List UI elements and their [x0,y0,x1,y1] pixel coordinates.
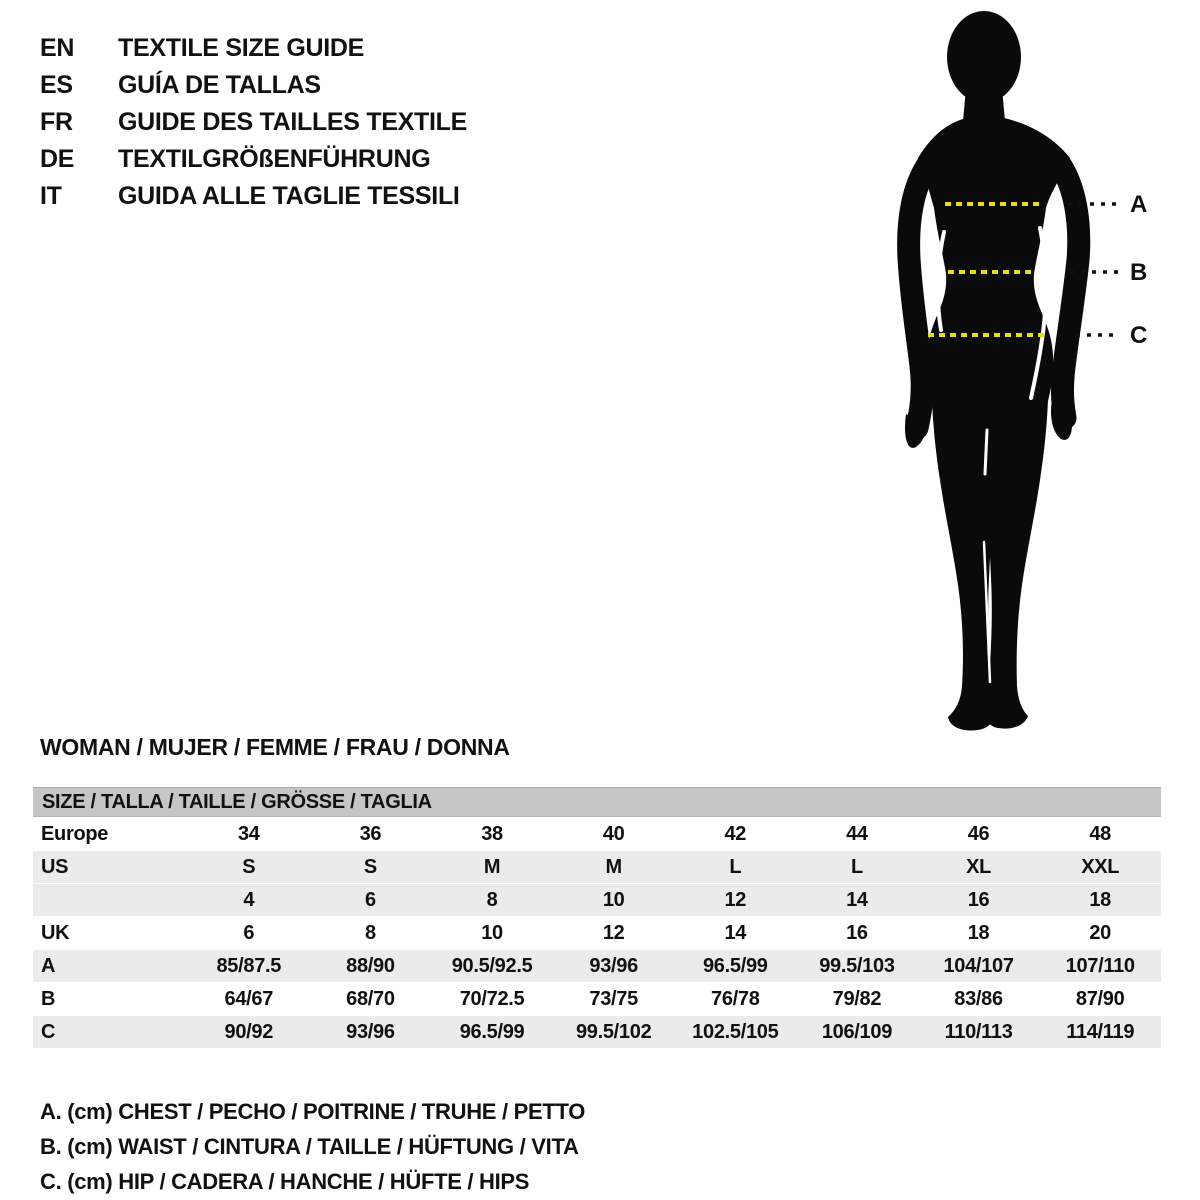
size-cell: 42 [724,822,747,845]
guide-title: GUIDE DES TAILLES TEXTILE [118,108,468,136]
woman-silhouette-diagram [880,0,1200,740]
size-cell: 76/78 [711,987,760,1010]
size-cell: 18 [1089,888,1112,911]
guide-title: TEXTILE SIZE GUIDE [118,34,365,62]
size-cell: 107/110 [1065,954,1135,977]
language-row [40,67,467,104]
language-code: DE [40,145,75,173]
table-row [33,949,1161,982]
size-table [33,787,1161,1048]
size-cell: 14 [846,888,868,911]
size-cell: 12 [602,921,625,944]
language-title-list [40,30,467,215]
legend-hip: C. (cm) HIP / CADERA / HANCHE / HÜFTE / HIPS [40,1169,530,1194]
size-cell: 96.5/99 [459,1020,525,1043]
size-cell: 14 [724,921,747,944]
size-cell: 38 [481,822,503,845]
size-cell: 16 [846,921,868,944]
size-cell: 102.5/105 [692,1020,779,1043]
size-cell: L [850,855,863,878]
guide-title: GUÍA DE TALLAS [118,71,321,99]
size-cell: 68/70 [346,987,395,1010]
measure-label-c: C [1130,322,1148,349]
size-cell: 12 [724,888,747,911]
row-label: UK [41,921,70,944]
size-cell: 114/119 [1066,1020,1135,1043]
size-cell: 96.5/99 [702,954,768,977]
size-cell: 79/82 [832,987,882,1010]
language-row [40,104,467,141]
size-cell: M [483,855,501,878]
row-label: C [41,1020,56,1043]
size-cell: 6 [365,888,376,911]
size-cell: 34 [237,822,260,845]
guide-title: TEXTILGRÖßENFÜHRUNG [118,145,431,173]
size-cell: 104/107 [943,954,1014,977]
language-row [40,30,467,67]
language-code: FR [40,108,73,136]
measure-legend [40,1094,585,1199]
size-cell: 99.5/103 [819,954,895,977]
size-cell: 85/87.5 [216,954,282,977]
size-cell: 36 [359,822,382,845]
row-label: A [41,954,56,977]
size-cell: 4 [243,888,255,911]
language-row [40,178,467,215]
size-cell: 83/86 [954,987,1003,1010]
measure-label-b: B [1130,259,1148,286]
size-cell: 73/75 [589,987,638,1010]
size-cell: 48 [1089,822,1112,845]
table-row [33,817,1161,850]
size-cell: 8 [365,921,376,944]
size-cell: 70/72.5 [459,987,525,1010]
size-cell: 20 [1089,921,1112,944]
table-row [33,883,1161,916]
size-cell: 8 [486,888,498,911]
size-cell: 88/90 [346,954,395,977]
size-cell: 106/109 [821,1020,893,1043]
size-cell: 64/67 [224,987,274,1010]
table-row [33,1015,1161,1048]
size-cell: 16 [967,888,990,911]
size-cell: 90/92 [224,1020,274,1043]
size-cell: 110/113 [944,1020,1013,1043]
size-cell: 87/90 [1075,987,1125,1010]
size-cell: 6 [243,921,255,944]
row-label: US [41,855,69,878]
table-row [33,850,1161,883]
legend-waist: B. (cm) WAIST / CINTURA / TAILLE / HÜFTUNG / VITA [40,1134,579,1159]
language-code: EN [40,34,75,62]
table-row [33,916,1161,949]
legend-chest: A. (cm) CHEST / PECHO / POITRINE / TRUHE / PETTO [40,1099,586,1124]
language-row [40,141,467,178]
size-cell: M [605,855,622,878]
size-table-header: SIZE / TALLA / TAILLE / GRÖSSE / TAGLIA [33,787,1161,817]
guide-title: GUIDA ALLE TAGLIE TESSILI [118,182,460,210]
size-cell: 46 [967,822,990,845]
size-cell: S [363,855,377,878]
size-cell: 44 [846,822,868,845]
size-cell: 10 [481,921,503,944]
language-code: IT [40,182,62,210]
gender-heading: WOMAN / MUJER / FEMME / FRAU / DONNA [40,734,510,760]
size-cell: 99.5/102 [575,1020,652,1043]
table-row [33,982,1161,1015]
size-cell: 93/96 [346,1020,395,1043]
size-cell: XL [966,855,992,878]
language-code: ES [40,71,73,99]
size-cell: 90.5/92.5 [451,954,533,977]
size-cell: 10 [602,888,625,911]
size-cell: 40 [602,822,625,845]
size-table-body [33,817,1161,1048]
size-cell: S [242,855,256,878]
size-cell: XXL [1081,855,1120,878]
measure-label-a: A [1130,191,1148,218]
size-cell: L [729,855,742,878]
size-cell: 18 [967,921,990,944]
size-cell: 93/96 [589,954,638,977]
row-label: Europe [41,822,109,845]
row-label: B [41,987,56,1010]
